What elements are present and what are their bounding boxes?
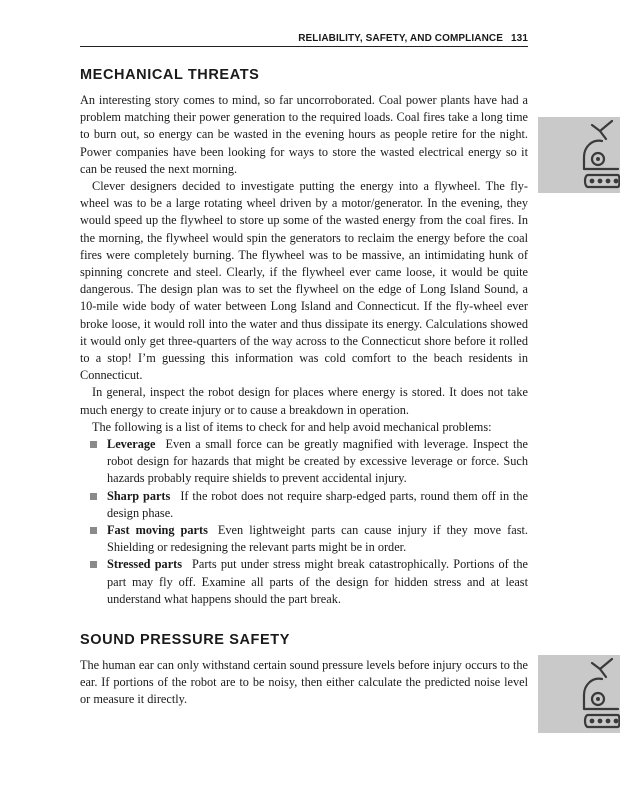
bullet-square-icon <box>90 527 97 534</box>
paragraph: The human ear can only withstand certain sound pressure levels before injury occurs to the ear. If portions of the robot are to be noisy, then either calculate the predicted noise level or measure it directly. <box>80 658 528 707</box>
thumb-tab-top <box>538 117 620 193</box>
bullet-term: Fast moving parts <box>107 523 208 538</box>
bullet-text: Parts put under stress might break catastrophically. Portions of the part may fly off. Examine all parts of the design for hidden stress and at least understand what happens should the part break. <box>107 557 528 606</box>
paragraph: The following is a list of items to check for and help avoid mechanical problems: <box>92 419 492 434</box>
bullet-term: Sharp parts <box>107 488 171 503</box>
section-title-mechanical-threats: MECHANICAL THREATS <box>80 67 260 83</box>
bullet-term: Stressed parts <box>107 557 183 572</box>
page-number: 131 <box>511 33 528 44</box>
mechanical-body <box>80 92 528 436</box>
thumb-tab-bottom <box>538 655 620 733</box>
paragraph: Clever designers decided to investigate putting the energy into a flywheel. The fly-wheel was to be a large rotating wheel driven by a motor/generator. In the evening, they would speed up the flywheel to store up some of the wasted energy from the coal fires. In the morning, the flywheel would spin the generators to reclaim the energy before the coal fires were completely burning. The flywheel was to be massive, an intimidating hunk of spinning concrete and steel. Clearly, if the flywheel ever came loose, it would be quite dangerous. The design plan was to set the flywheel on the edge of Long Island Sound, a 10-mile wide body of water between Long Island and Connecticut. If the fly-wheel ever broke loose, it would roll into the water and thus dissipate its energy. Calculations showed it would only get three-quarters of the way across to the Connecticut shore before it rolled to a stop! I’m guessing this information was cold comfort to the beach residents in Connecticut. <box>80 179 528 383</box>
list-item <box>90 436 528 488</box>
bullet-text: If the robot does not require sharp-edged parts, round them off in the design phase. <box>107 488 529 520</box>
list-item <box>90 522 528 556</box>
running-header <box>80 33 528 44</box>
robot-thumb-tab-icon <box>538 655 620 733</box>
robot-thumb-tab-icon <box>538 117 620 193</box>
sound-body <box>80 657 528 709</box>
paragraph: In general, inspect the robot design for places where energy is stored. It does not take much energy to create injury or to cause a breakdown in operation. <box>80 385 528 417</box>
list-item <box>90 488 528 522</box>
paragraph: An interesting story comes to mind, so far uncorroborated. Coal power plants have had a problem matching their power generation to the required loads. Coal fires take a long time to burn out, so energy can be wasted in the evening hours as people retire for the night. Power companies have been looking for ways to store the wasted electrical energy so it can be reused the next morning. <box>80 93 528 176</box>
bullet-term: Leverage <box>107 437 156 451</box>
bullet-text: Even lightweight parts can cause injury if they move fast. Shielding or redesigning the relevant parts might be in order. <box>107 523 528 555</box>
header-rule <box>80 46 528 47</box>
bullet-text: Even a small force can be greatly magnified with leverage. Inspect the robot design for hazards that might be created by excessive leverage or force. Such hazards probably require shields to prevent accidental injury. <box>107 437 528 486</box>
bullet-square-icon <box>90 493 97 500</box>
running-title: RELIABILITY, SAFETY, AND COMPLIANCE <box>298 33 503 44</box>
section-title-sound-pressure-safety: SOUND PRESSURE SAFETY <box>80 632 290 648</box>
bullet-square-icon <box>90 441 97 448</box>
bullet-square-icon <box>90 561 97 568</box>
list-item <box>90 556 528 608</box>
mechanical-checklist <box>90 436 528 608</box>
